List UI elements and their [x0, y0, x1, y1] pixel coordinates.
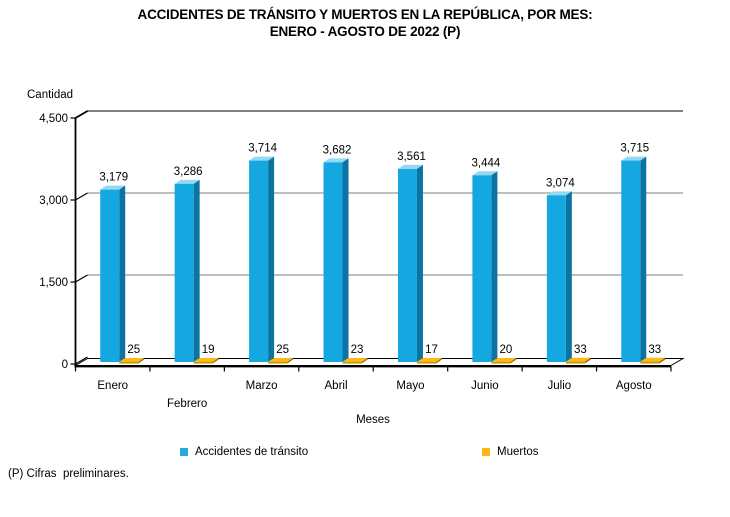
- bar-side-face: [640, 157, 646, 362]
- value-label-muertos: 20: [499, 344, 513, 356]
- legend-label-muertos: Muertos: [497, 446, 539, 458]
- value-label-accidentes: 3,715: [620, 142, 650, 155]
- bar-front-face: [621, 161, 640, 362]
- y-tick-label: 4,500: [39, 113, 68, 125]
- bar-front-face: [249, 161, 268, 362]
- bar-front-face: [640, 362, 659, 364]
- bar-side-face: [417, 165, 423, 362]
- y-tick-label: 1,500: [39, 277, 68, 289]
- bar-front-face: [100, 190, 119, 362]
- value-label-muertos: 19: [201, 344, 215, 356]
- bar-side-face: [343, 158, 349, 362]
- chart-title-line1: ACCIDENTES DE TRÁNSITO Y MUERTOS EN LA REPÚBLICA, POR MES:: [137, 7, 593, 22]
- bar-accidentes: [621, 157, 646, 362]
- bar-side-face: [268, 157, 274, 362]
- x-tick-label: Julio: [547, 380, 572, 392]
- y-tick-label: 0: [61, 359, 68, 371]
- bar-accidentes: [398, 165, 423, 362]
- bar-front-face: [398, 169, 417, 362]
- chart-title-line2: ENERO - AGOSTO DE 2022 (P): [269, 24, 461, 39]
- value-label-accidentes: 3,444: [471, 157, 501, 170]
- bar-side-face: [566, 191, 572, 362]
- value-label-muertos: 33: [573, 344, 587, 356]
- value-label-accidentes: 3,179: [99, 171, 129, 184]
- x-tick-label: Abril: [324, 380, 348, 392]
- value-label-muertos: 17: [425, 344, 438, 356]
- value-label-accidentes: 3,682: [322, 144, 352, 157]
- bar-front-face: [417, 362, 436, 364]
- bar-front-face: [194, 362, 213, 364]
- value-label-muertos: 33: [648, 344, 662, 356]
- bar-side-face: [194, 180, 200, 362]
- x-tick-label: Enero: [97, 380, 129, 392]
- bar-front-face: [268, 362, 287, 364]
- value-label-accidentes: 3,074: [545, 177, 575, 190]
- bar-accidentes: [100, 186, 125, 362]
- x-tick-label: Agosto: [615, 380, 652, 392]
- plot-floor: [76, 359, 684, 366]
- legend-item-muertos: [482, 446, 539, 458]
- legend-swatch-muertos: [482, 448, 490, 456]
- x-axis-title: Meses: [356, 414, 390, 426]
- x-tick-label: Mayo: [396, 380, 425, 392]
- bar-front-face: [343, 362, 362, 364]
- bar-side-face: [491, 171, 497, 362]
- bar-accidentes: [472, 171, 497, 362]
- bar-front-face: [472, 175, 491, 362]
- bar-accidentes: [175, 180, 200, 362]
- footnote: (P) Cifras preliminares.: [8, 468, 129, 480]
- bar-front-face: [491, 362, 510, 364]
- x-tick-label: Junio: [471, 380, 499, 392]
- y-tick-label: 3,000: [39, 195, 68, 207]
- bar-accidentes: [249, 157, 274, 362]
- bar-side-face: [119, 186, 125, 362]
- value-label-accidentes: 3,561: [397, 150, 426, 163]
- bar-front-face: [547, 195, 566, 362]
- bar-front-face: [324, 162, 343, 362]
- legend-swatch-accidentes: [180, 448, 188, 456]
- value-label-muertos: 23: [350, 344, 364, 356]
- legend-label-accidentes: Accidentes de tránsito: [195, 446, 309, 458]
- legend-item-accidentes: [180, 446, 308, 458]
- value-label-muertos: 25: [127, 344, 141, 356]
- bar-accidentes: [547, 191, 572, 362]
- y-axis-title: Cantidad: [27, 89, 74, 101]
- bar-accidentes: [324, 158, 349, 362]
- value-label-accidentes: 3,714: [248, 142, 277, 155]
- bar-front-face: [566, 362, 585, 364]
- bar-front-face: [175, 184, 194, 362]
- x-tick-label: Marzo: [245, 380, 278, 392]
- axis-depth-diagonal: [76, 193, 88, 200]
- axis-depth-diagonal: [76, 275, 88, 282]
- value-label-muertos: 25: [276, 344, 289, 356]
- x-tick-label: Febrero: [167, 398, 208, 410]
- bar-front-face: [119, 362, 138, 364]
- value-label-accidentes: 3,286: [173, 165, 203, 178]
- y-axis-line: [76, 111, 88, 367]
